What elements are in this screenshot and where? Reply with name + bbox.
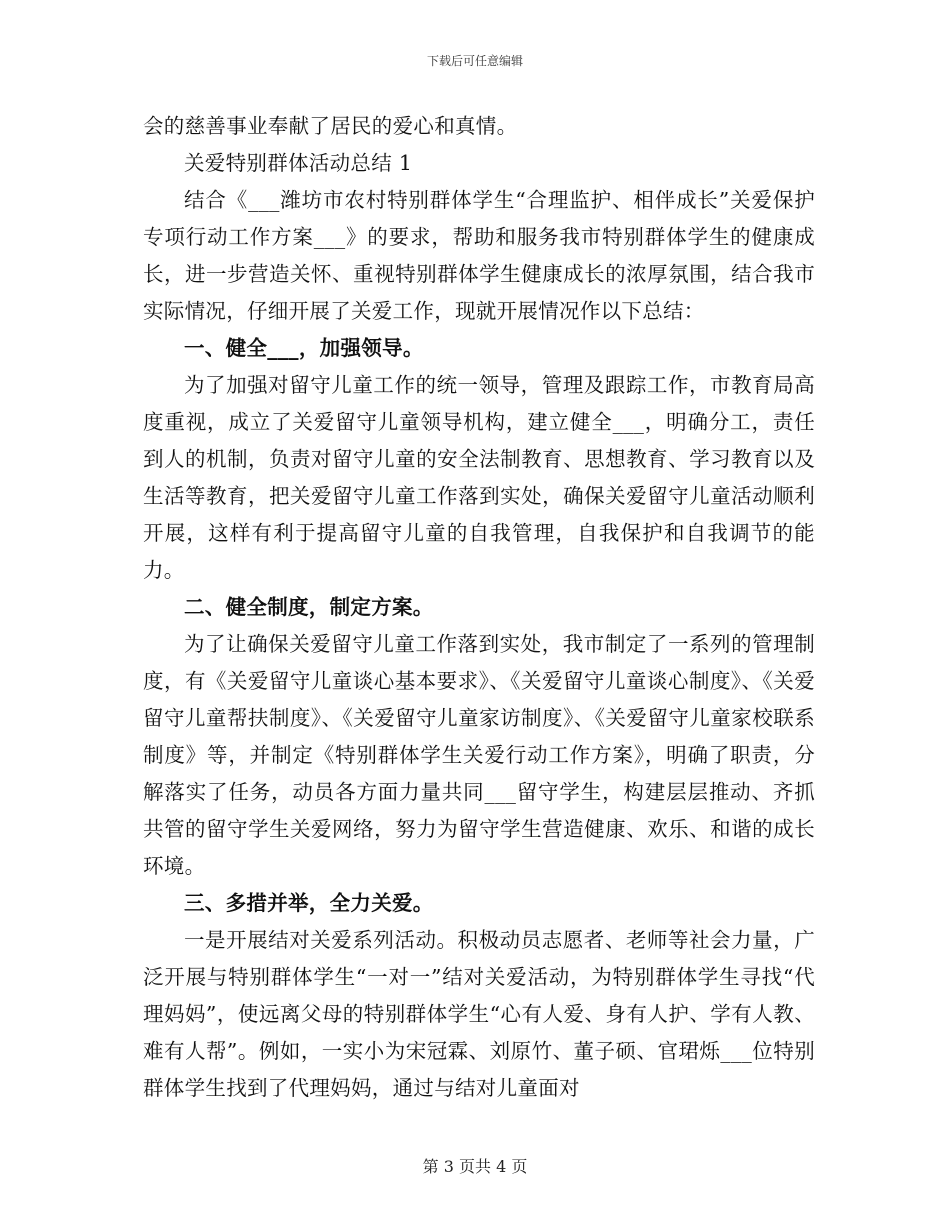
paragraph-measures: 一是开展结对关爱系列活动。积极动员志愿者、老师等社会力量，广泛开展与特别群体学生“一对一”结对关爱活动，为特别群体学生寻找“代理妈妈”，使远离父母的特别群体学生“心有人爱、身有人护、学有人教、难有人帮”。例如，一实小为宋冠霖、刘原竹、董子硕、官珺烁___位特别群体学生找到了代理妈妈，通过与结对儿童面对: [143, 928, 815, 1100]
heading-2: 二、健全制度，制定方案。: [184, 595, 434, 619]
page-number: 第 3 页共 4 页: [422, 1157, 528, 1176]
heading-3: 三、多措并举，全力关爱。: [184, 891, 434, 915]
heading-1: 一、健全___，加强领导。: [184, 336, 424, 360]
paragraph-leadership: 为了加强对留守儿童工作的统一领导，管理及跟踪工作，市教育局高度重视，成立了关爱留守儿童领导机构，建立健全___，明确分工，责任到人的机制，负责对留守儿童的安全法制教育、思想教育、学习教育以及生活等教育，把关爱留守儿童工作落到实处，确保关爱留守儿童活动顺利开展，这样有利于提高留守儿童的自我管理，自我保护和自我调节的能力。: [143, 373, 815, 582]
page-header: 下载后可任意编辑: [426, 54, 523, 68]
paragraph-continuation: 会的慈善事业奉献了居民的爱心和真情。: [143, 114, 518, 138]
document-body: [143, 108, 815, 1107]
section-title: 关爱特别群体活动总结 1: [184, 151, 413, 175]
paragraph-intro: 结合《___潍坊市农村特别群体学生“合理监护、相伴成长”关爱保护专项行动工作方案___》的要求，帮助和服务我市特别群体学生的健康成长，进一步营造关怀、重视特别群体学生健康成长的浓厚氛围，结合我市实际情况，仔细开展了关爱工作，现就开展情况作以下总结：: [143, 188, 815, 323]
paragraph-system: 为了让确保关爱留守儿童工作落到实处，我市制定了一系列的管理制度，有《关爱留守儿童谈心基本要求》、《关爱留守儿童谈心制度》、《关爱留守儿童帮扶制度》、《关爱留守儿童家访制度》、《关爱留守儿童家校联系制度》等，并制定《特别群体学生关爱行动工作方案》，明确了职责，分解落实了任务，动员各方面力量共同___留守学生，构建层层推动、齐抓共管的留守学生关爱网络，努力为留守学生营造健康、欢乐、和谐的成长环境。: [143, 632, 815, 878]
